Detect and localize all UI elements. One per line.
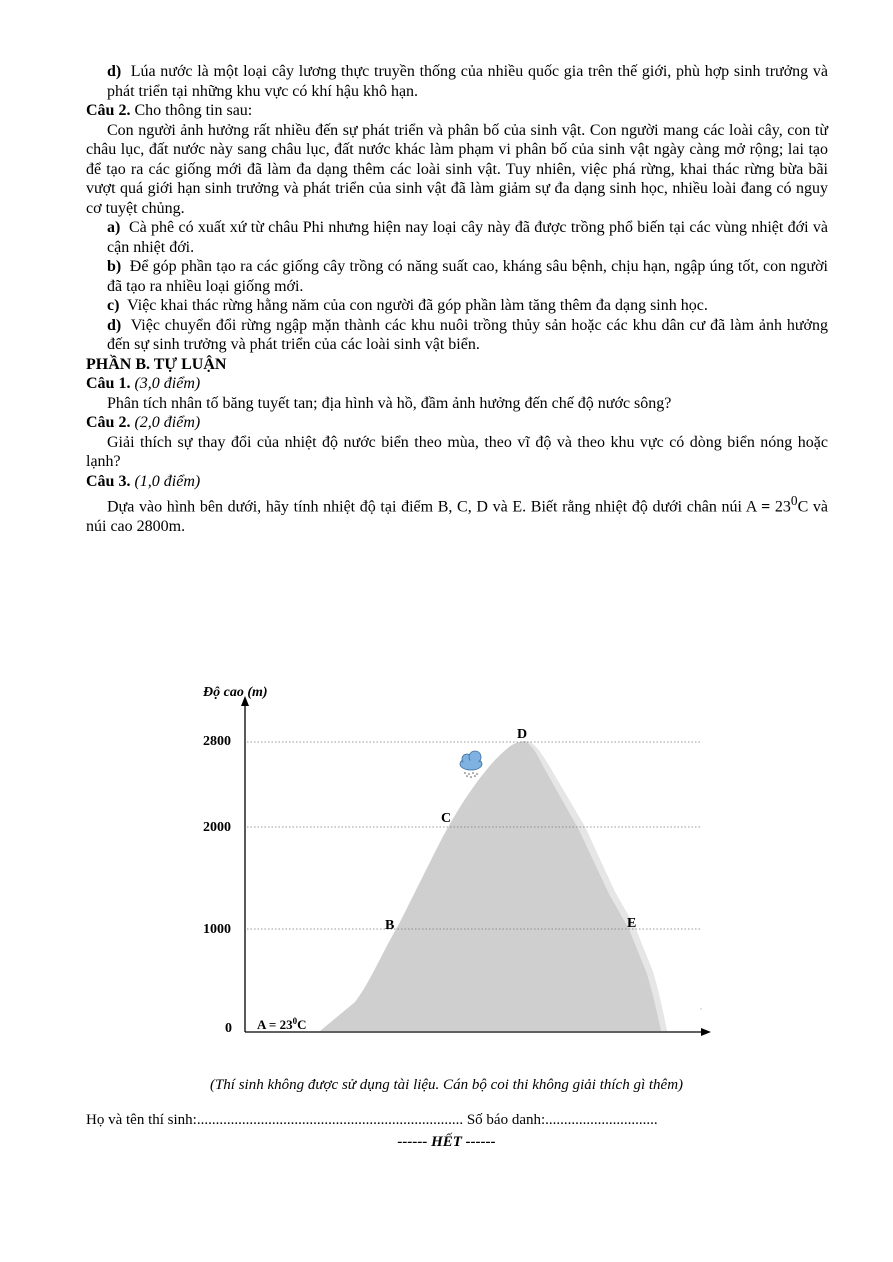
question-label: Câu 3. <box>86 472 131 490</box>
question-label: Câu 2. <box>86 102 131 119</box>
exam-note: (Thí sinh không được sử dụng tài liệu. Cán bộ coi thi không giải thích gì thêm) <box>209 1077 684 1093</box>
q3-temp: 23 <box>770 498 791 516</box>
q3-equals: = <box>761 498 771 516</box>
q2-option-a <box>86 218 828 257</box>
q3-degree: 0 <box>790 493 798 508</box>
y-tick-2800: 2800 <box>203 734 231 749</box>
signature-line <box>86 1112 658 1129</box>
x-axis-arrow <box>701 1028 711 1036</box>
option-label: d) <box>107 316 122 334</box>
mountain-shape <box>320 741 667 1031</box>
b-q2-heading <box>86 413 828 433</box>
sbd-label: Số báo danh: <box>466 1112 546 1128</box>
y-tick-0: 0 <box>225 1021 232 1036</box>
point-label-a: $A = 23^0C$ <box>257 1016 307 1032</box>
end-marker: ------ HẾT ------ <box>397 1134 496 1150</box>
b-q3-heading <box>86 472 828 492</box>
name-label: Họ và tên thí sinh: <box>86 1112 197 1128</box>
option-text: Lúa nước là một loại cây lương thực truyền thống của nhiều quốc gia trên thế giới, phù hợp sinh trưởng và phát triển tại những khu vực có khí hậu khô hạn. <box>107 63 829 100</box>
exam-page <box>86 62 828 536</box>
rain-cloud-icon <box>460 751 482 778</box>
question-points: (1,0 điểm) <box>134 472 201 490</box>
option-label: d) <box>107 63 122 80</box>
question-label: Câu 2. <box>86 414 131 431</box>
option-text: Để góp phần tạo ra các giống cây trồng có năng suất cao, kháng sâu bệnh, chịu hạn, ngập úng tốt, con người đã tạo ra nhiều loại giống mới. <box>107 258 829 295</box>
b-q1-heading <box>86 374 828 394</box>
point-label-c: C <box>441 811 452 826</box>
sbd-dots: .............................. <box>545 1112 658 1128</box>
b-q1-text: Phân tích nhân tố băng tuyết tan; địa hình và hồ, đầm ảnh hưởng đến chế độ nước sông? <box>107 394 672 412</box>
option-text: Việc chuyển đổi rừng ngập mặn thành các khu nuôi trồng thủy sản hoặc các khu dân cư đã làm ảnh hưởng đến sự sinh trưởng và phát triển của các loài sinh vật biển. <box>107 316 828 353</box>
option-label: c) <box>107 297 120 314</box>
y-axis-title: Độ cao (m) <box>203 685 268 700</box>
question-points: (3,0 điểm) <box>134 375 201 392</box>
q2-option-b <box>86 257 828 296</box>
point-label-e: E <box>627 916 637 931</box>
question-intro: Cho thông tin sau: <box>134 102 253 119</box>
b-q3-text <box>86 491 828 536</box>
question-label: Câu 1. <box>86 375 131 392</box>
part-b-heading: PHẦN B. TỰ LUẬN <box>86 355 227 373</box>
point-label-d: D <box>517 727 528 742</box>
q1-option-d <box>86 62 828 101</box>
option-text: Cà phê có xuất xứ từ châu Phi nhưng hiện nay loại cây này đã được trồng phổ biến tại các vùng nhiệt đới và cận nhiệt đới. <box>107 219 828 256</box>
question-points: (2,0 điểm) <box>134 414 201 431</box>
y-tick-1000: 1000 <box>203 922 231 937</box>
q2-option-c <box>86 296 828 316</box>
option-label: a) <box>107 219 121 236</box>
y-tick-2000: 2000 <box>203 820 231 835</box>
mountain-figure <box>195 682 715 1042</box>
q3-text-part: Dựa vào hình bên dưới, hãy tính nhiệt độ tại điểm B, C, D và E. Biết rằng nhiệt độ dưới chân núi A <box>107 498 762 516</box>
q2-passage: Con người ảnh hưởng rất nhiều đến sự phát triển và phân bố của sinh vật. Con người mang các loài cây, con từ châu lục, đất nước này sang châu lục, đất nước khác làm phạm vi phân bố của sinh vật ngày càng mở rộng; lai tạo để tạo ra các giống mới đã làm đa dạng thêm các loài sinh vật. Tuy nhiên, việc phá rừng, khai thác rừng bừa bãi vượt quá giới hạn sinh trưởng và phát triển của sinh vật đã làm giảm sự đa dạng sinh học, nhiều loài đang có nguy cơ tuyệt chủng. <box>86 121 828 217</box>
q2-heading <box>86 101 828 121</box>
mountain-diagram <box>195 682 715 1042</box>
q3-text-end: C và núi cao 2800m. <box>86 498 828 535</box>
q2-option-d <box>86 316 828 355</box>
name-dots: ....................................................................... <box>196 1112 464 1128</box>
point-label-b: B <box>385 918 395 933</box>
option-label: b) <box>107 258 122 275</box>
b-q2-text: Giải thích sự thay đổi của nhiệt độ nước biển theo mùa, theo vĩ độ và theo khu vực có dòng biển nóng hoặc lạnh? <box>86 433 828 470</box>
option-text: Việc khai thác rừng hằng năm của con người đã góp phần làm tăng thêm đa dạng sinh học. <box>127 297 708 314</box>
